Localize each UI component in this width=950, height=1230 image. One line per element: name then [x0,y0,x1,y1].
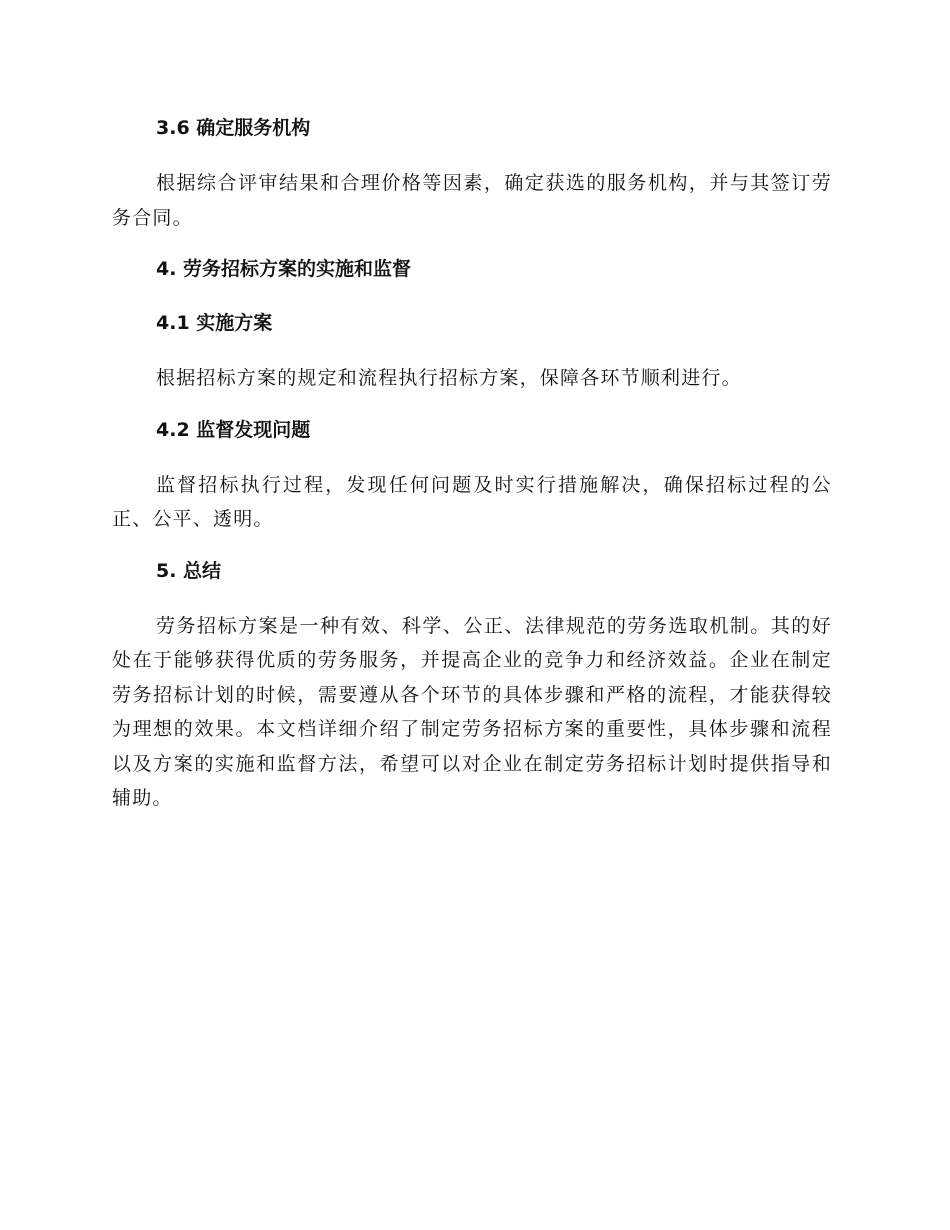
paragraph-4-2: 监督招标执行过程，发现任何问题及时实行措施解决，确保招标过程的公正、公平、透明。 [112,473,832,530]
heading-4-1: 4.1 实施方案 [156,312,273,334]
document-body [112,112,832,816]
heading-4: 4. 劳务招标方案的实施和监督 [156,258,412,280]
paragraph-3-6: 根据综合评审结果和合理价格等因素，确定获选的服务机构，并与其签订劳务合同。 [112,172,832,229]
paragraph-4-1: 根据招标方案的规定和流程执行招标方案，保障各环节顺利进行。 [156,367,742,389]
paragraph-5: 劳务招标方案是一种有效、科学、公正、法律规范的劳务选取机制。其的好处在于能够获得优质的劳务服务，并提高企业的竞争力和经济效益。企业在制定劳务招标计划的时候，需要遵从各个环节的具体步骤和严格的流程，才能获得较为理想的效果。本文档详细介绍了制定劳务招标方案的重要性，具体步骤和流程以及方案的实施和监督方法，希望可以对企业在制定劳务招标计划时提供指导和辅助。 [112,614,832,809]
heading-5: 5. 总结 [156,559,222,582]
heading-4-2: 4.2 监督发现问题 [156,418,311,441]
heading-3-6: 3.6 确定服务机构 [156,117,311,139]
